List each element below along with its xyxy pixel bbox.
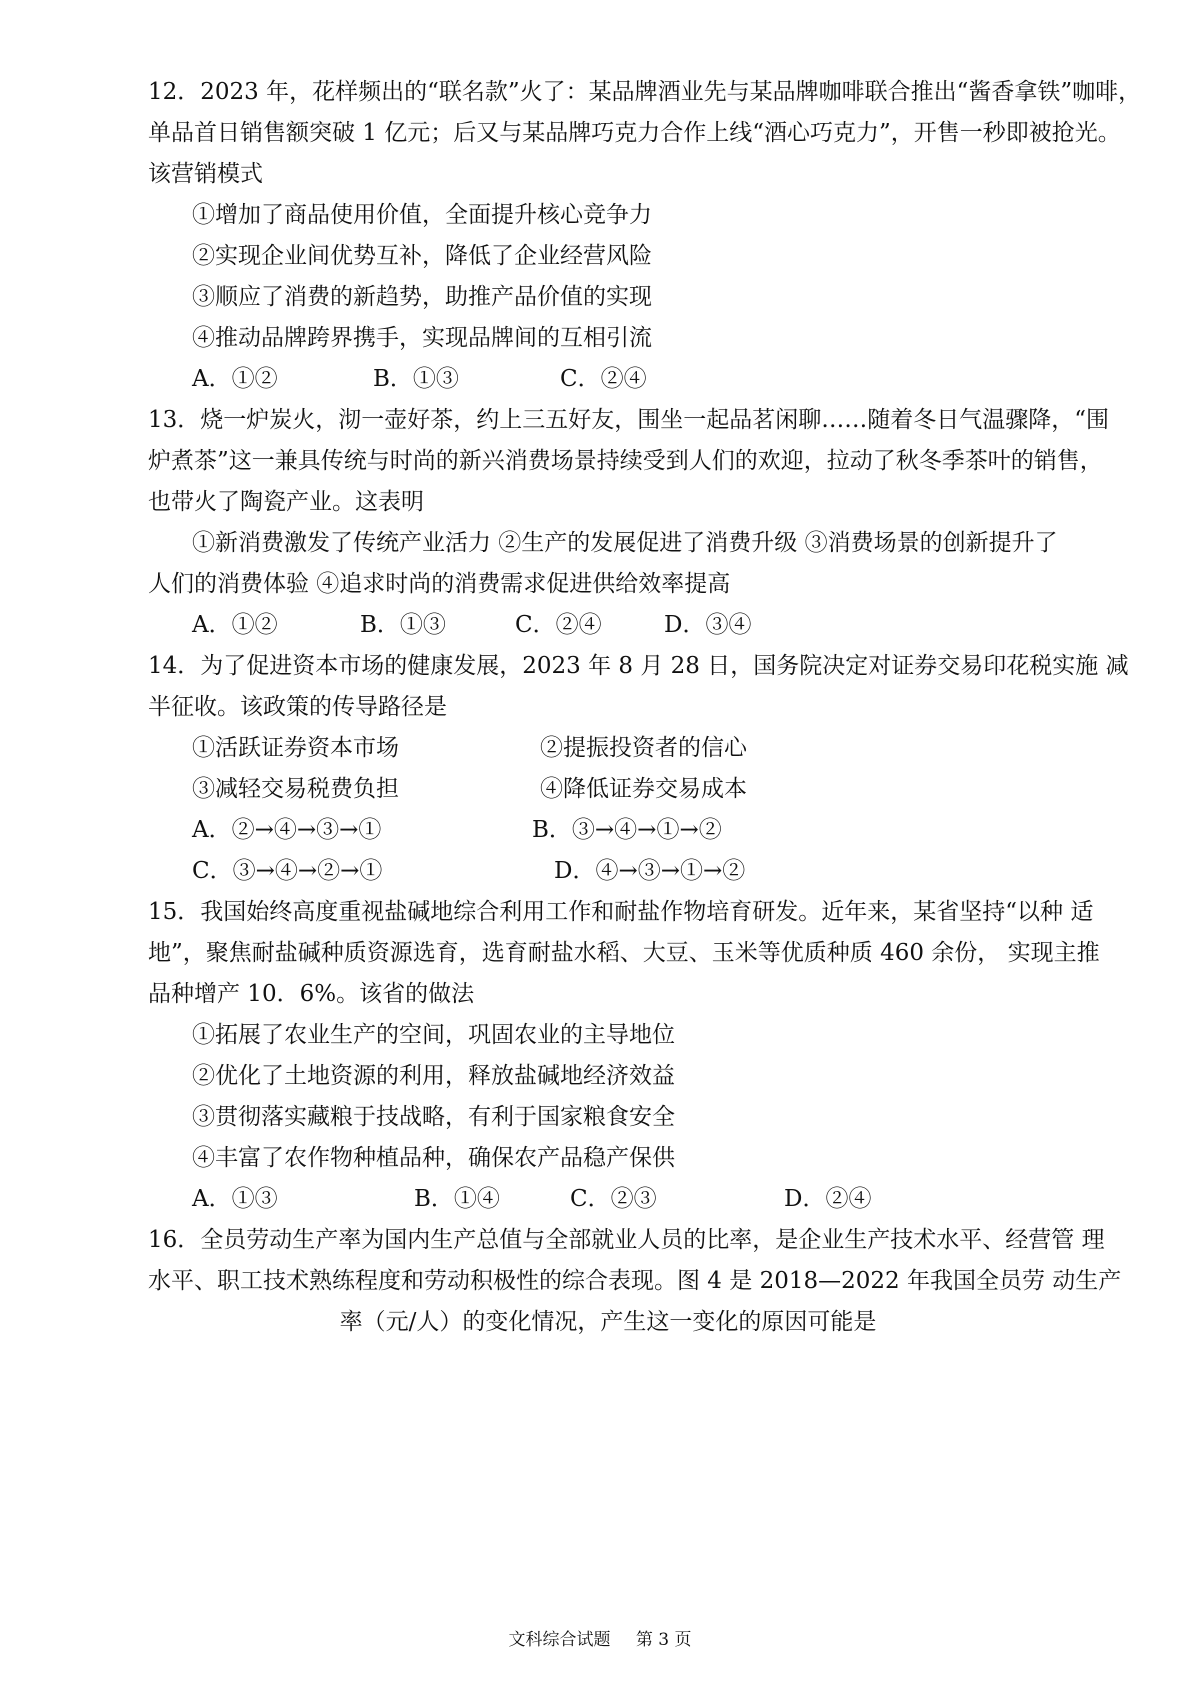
question-13-option-c: C．②④ bbox=[515, 612, 602, 638]
footer-page-number: 第 3 页 bbox=[635, 1630, 692, 1650]
question-12 bbox=[148, 72, 1142, 400]
question-12-item-4: ④推动品牌跨界携手，实现品牌间的互相引流 bbox=[192, 325, 652, 351]
question-13-option-a: A．①② bbox=[192, 612, 278, 638]
question-13-stem-line-2: 炉煮茶”这一兼具传统与时尚的新兴消费场景持续受到人们的欢迎，拉动了秋冬季茶叶的销售， bbox=[148, 448, 1103, 474]
question-16-stem-line-3: 率（元/人）的变化情况，产生这一变化的原因可能是 bbox=[339, 1309, 877, 1335]
question-15-option-a: A．①③ bbox=[192, 1186, 278, 1212]
question-14-item-3: ③减轻交易税费负担 bbox=[192, 776, 399, 802]
question-12-option-a: A．①② bbox=[192, 366, 278, 392]
question-14-item-2: ②提振投资者的信心 bbox=[540, 735, 747, 761]
question-15-item-4: ④丰富了农作物种植品种，确保农产品稳产保供 bbox=[192, 1145, 675, 1171]
question-15 bbox=[148, 892, 1108, 1220]
question-16-stem-line-2: 水平、职工技术熟练程度和劳动积极性的综合表现。图 4 是 2018—2022 年我国全员劳 动生产 bbox=[148, 1268, 1122, 1294]
question-15-stem-line-1: 15．我国始终高度重视盐碱地综合利用工作和耐盐作物培育研发。近年来，某省坚持“以种 适 bbox=[148, 899, 1094, 925]
page-content bbox=[148, 72, 1142, 1343]
question-13 bbox=[148, 400, 1108, 646]
question-15-options bbox=[148, 1179, 1108, 1220]
question-13-stem-line-1: 13．烧一炉炭火，沏一壶好茶，约上三五好友，围坐一起品茗闲聊……随着冬日气温骤降，“围 bbox=[148, 407, 1110, 433]
question-15-stem-line-2: 地”，聚焦耐盐碱种质资源选育，选育耐盐水稻、大豆、玉米等优质种质 460 余份， 实现主推 bbox=[148, 940, 1100, 966]
question-12-item-3: ③顺应了消费的新趋势，助推产品价值的实现 bbox=[192, 284, 652, 310]
question-14 bbox=[148, 646, 1129, 892]
question-12-stem-line-1: 12．2023 年，花样频出的“联名款”火了：某品牌酒业先与某品牌咖啡联合推出“酱香拿铁”咖啡， bbox=[148, 79, 1142, 105]
question-14-options-row-1 bbox=[148, 810, 1108, 851]
question-16-stem-line-1: 16．全员劳动生产率为国内生产总值与全部就业人员的比率，是企业生产技术水平、经营管 理 bbox=[148, 1227, 1105, 1253]
question-15-option-c: C．②③ bbox=[570, 1186, 657, 1212]
question-12-stem-line-3: 该营销模式 bbox=[148, 161, 263, 187]
question-14-items-row-1 bbox=[148, 728, 1108, 769]
question-15-item-3: ③贯彻落实藏粮于技战略，有利于国家粮食安全 bbox=[192, 1104, 675, 1130]
question-14-item-1: ①活跃证券资本市场 bbox=[192, 735, 399, 761]
footer-subject: 文科综合试题 bbox=[508, 1630, 611, 1650]
question-14-option-c: C．③→④→②→① bbox=[192, 858, 383, 884]
question-14-options-row-2 bbox=[148, 851, 1108, 892]
question-14-option-a: A．②→④→③→① bbox=[192, 817, 382, 843]
question-14-items-row-2 bbox=[148, 769, 1108, 810]
question-15-item-1: ①拓展了农业生产的空间，巩固农业的主导地位 bbox=[192, 1022, 675, 1048]
question-12-item-2: ②实现企业间优势互补，降低了企业经营风险 bbox=[192, 243, 652, 269]
question-15-stem-line-3: 品种增产 10．6%。该省的做法 bbox=[148, 981, 475, 1007]
question-15-option-b: B．①④ bbox=[414, 1186, 500, 1212]
question-13-option-b: B．①③ bbox=[360, 612, 446, 638]
question-16 bbox=[148, 1220, 1122, 1343]
question-14-option-d: D．④→③→①→② bbox=[554, 858, 746, 884]
question-12-item-1: ①增加了商品使用价值，全面提升核心竞争力 bbox=[192, 202, 652, 228]
page-footer bbox=[0, 1625, 1200, 1650]
question-12-option-b: B．①③ bbox=[373, 366, 459, 392]
question-12-options bbox=[148, 359, 1108, 400]
question-14-stem-line-2: 半征收。该政策的传导路径是 bbox=[148, 694, 447, 720]
question-13-items-line-1: ①新消费激发了传统产业活力 ②生产的发展促进了消费升级 ③消费场景的创新提升了 bbox=[192, 530, 1058, 556]
question-15-option-d: D．②④ bbox=[784, 1186, 872, 1212]
question-14-option-b: B．③→④→①→② bbox=[532, 817, 722, 843]
question-13-items-line-2: 人们的消费体验 ④追求时尚的消费需求促进供给效率提高 bbox=[148, 571, 731, 597]
question-14-stem-line-1: 14．为了促进资本市场的健康发展，2023 年 8 月 28 日，国务院决定对证券交易印花税实施 减 bbox=[148, 653, 1129, 679]
question-14-item-4: ④降低证券交易成本 bbox=[540, 776, 747, 802]
question-13-option-d: D．③④ bbox=[664, 612, 752, 638]
question-13-stem-line-3: 也带火了陶瓷产业。这表明 bbox=[148, 489, 424, 515]
question-15-item-2: ②优化了土地资源的利用，释放盐碱地经济效益 bbox=[192, 1063, 675, 1089]
question-12-option-c: C．②④ bbox=[560, 366, 647, 392]
question-12-stem-line-2: 单品首日销售额突破 1 亿元；后又与某品牌巧克力合作上线“酒心巧克力”，开售一秒即被抢光。 bbox=[148, 120, 1121, 146]
question-13-options bbox=[148, 605, 1108, 646]
